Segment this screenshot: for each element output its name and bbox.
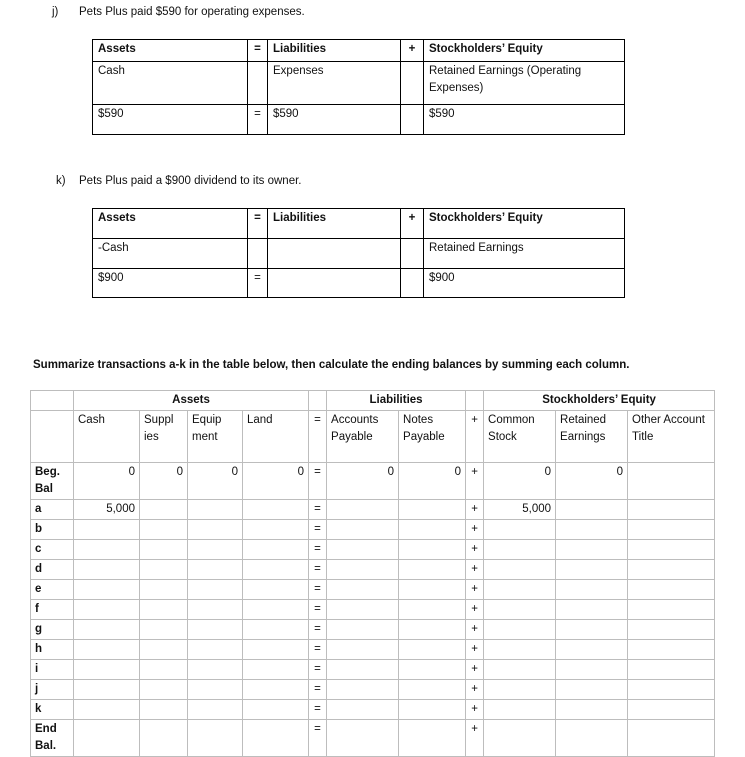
entry-cell[interactable] (556, 600, 628, 620)
row-label: d (31, 560, 74, 580)
operator-cell: + (466, 580, 484, 600)
entry-cell[interactable] (628, 580, 715, 600)
entry-cell[interactable] (399, 680, 466, 700)
operator-cell: + (466, 500, 484, 520)
operator-cell: = (309, 580, 327, 600)
item_k-header-cell: Liabilities (268, 209, 401, 239)
entry-cell[interactable]: 0 (243, 463, 309, 500)
entry-cell[interactable] (188, 560, 243, 580)
item_k-accounts-cell: Retained Earnings (424, 239, 625, 269)
operator-cell: + (466, 463, 484, 500)
operator-cell: = (309, 600, 327, 620)
operator-cell: + (466, 520, 484, 540)
operator-cell: + (466, 640, 484, 660)
item_j-accounts-cell (401, 62, 424, 105)
entry-cell[interactable] (74, 660, 140, 680)
entry-cell[interactable] (484, 580, 556, 600)
table-row (31, 720, 715, 757)
table-row (31, 660, 715, 680)
entry-cell[interactable] (399, 540, 466, 560)
item-j-label: j) (52, 6, 59, 18)
operator-cell: + (466, 620, 484, 640)
entry-cell[interactable] (243, 540, 309, 560)
instruction: Summarize transactions a-k in the table below, then calculate the ending balances by summing each column. (33, 359, 630, 371)
entry-cell[interactable] (484, 640, 556, 660)
entry-cell[interactable] (140, 560, 188, 580)
entry-cell[interactable] (188, 620, 243, 640)
item_k-accounts-cell (248, 239, 268, 269)
entry-cell[interactable]: 0 (74, 463, 140, 500)
entry-cell[interactable] (188, 700, 243, 720)
item_k-amounts-cell (401, 269, 424, 298)
blank-cell (466, 391, 484, 411)
entry-cell[interactable]: 5,000 (74, 500, 140, 520)
item_j-header-cell: = (248, 40, 268, 62)
entry-cell[interactable] (188, 520, 243, 540)
entry-cell[interactable] (484, 560, 556, 580)
entry-cell[interactable] (484, 700, 556, 720)
entry-cell[interactable] (140, 540, 188, 560)
entry-cell[interactable] (243, 620, 309, 640)
entry-cell[interactable] (327, 660, 399, 680)
row-label: b (31, 520, 74, 540)
entry-cell[interactable] (243, 500, 309, 520)
entry-cell[interactable] (188, 580, 243, 600)
item_j-header-cell: + (401, 40, 424, 62)
blank-cell (309, 391, 327, 411)
entry-cell[interactable] (188, 680, 243, 700)
item_k-amounts-row (93, 269, 625, 298)
operator-cell: = (309, 700, 327, 720)
entry-cell[interactable] (140, 700, 188, 720)
column-header: = (309, 411, 327, 463)
item_j-accounts-cell: Retained Earnings (Operating Expenses) (424, 62, 625, 105)
entry-cell[interactable] (399, 560, 466, 580)
entry-cell[interactable] (74, 540, 140, 560)
entry-cell[interactable] (399, 660, 466, 680)
item_k-header-cell: = (248, 209, 268, 239)
entry-cell[interactable] (484, 660, 556, 680)
entry-cell[interactable] (556, 560, 628, 580)
item_k-header-cell: + (401, 209, 424, 239)
table-row (31, 520, 715, 540)
table-row (31, 540, 715, 560)
entry-cell[interactable] (243, 720, 309, 757)
entry-cell[interactable] (74, 580, 140, 600)
entry-cell[interactable] (628, 520, 715, 540)
entry-cell[interactable] (556, 660, 628, 680)
item_k-header-cell: Assets (93, 209, 248, 239)
row-label: c (31, 540, 74, 560)
table-row (31, 700, 715, 720)
entry-cell[interactable] (188, 640, 243, 660)
item_j-amounts-cell: = (248, 105, 268, 135)
entry-cell[interactable] (628, 463, 715, 500)
item-k-text: Pets Plus paid a $900 dividend to its owner. (79, 175, 302, 187)
entry-cell[interactable] (399, 600, 466, 620)
item_j-header-cell: Assets (93, 40, 248, 62)
entry-cell[interactable] (628, 700, 715, 720)
item_k-accounts-cell: -Cash (93, 239, 248, 269)
column-header: Accounts Payable (327, 411, 399, 463)
item_k-header-cell: Stockholders’ Equity (424, 209, 625, 239)
row-label: a (31, 500, 74, 520)
row-label: Beg. Bal (31, 463, 74, 500)
column-header-row (31, 411, 715, 463)
entry-cell[interactable] (74, 640, 140, 660)
group-header: Liabilities (327, 391, 466, 411)
entry-cell[interactable] (628, 600, 715, 620)
table-row (31, 640, 715, 660)
column-header: Retained Earnings (556, 411, 628, 463)
entry-cell[interactable] (484, 620, 556, 640)
entry-cell[interactable] (556, 620, 628, 640)
column-header: Land (243, 411, 309, 463)
entry-cell[interactable] (556, 680, 628, 700)
entry-cell[interactable] (327, 680, 399, 700)
entry-cell[interactable]: 0 (188, 463, 243, 500)
entry-cell[interactable] (556, 580, 628, 600)
summary-table (30, 390, 715, 757)
entry-cell[interactable] (556, 540, 628, 560)
entry-cell[interactable] (140, 720, 188, 757)
entry-cell[interactable] (628, 560, 715, 580)
entry-cell[interactable] (628, 660, 715, 680)
entry-cell[interactable] (327, 700, 399, 720)
operator-cell: = (309, 520, 327, 540)
item_j-accounts-row (93, 62, 625, 105)
entry-cell[interactable] (327, 520, 399, 540)
column-header: Equip ment (188, 411, 243, 463)
entry-cell[interactable] (74, 700, 140, 720)
blank-cell (31, 411, 74, 463)
entry-cell[interactable] (327, 720, 399, 757)
operator-cell: = (309, 720, 327, 757)
entry-cell[interactable] (243, 680, 309, 700)
column-header: + (466, 411, 484, 463)
operator-cell: + (466, 560, 484, 580)
entry-cell[interactable] (327, 540, 399, 560)
operator-cell: = (309, 620, 327, 640)
entry-cell[interactable] (556, 640, 628, 660)
entry-cell[interactable] (140, 500, 188, 520)
operator-cell: = (309, 540, 327, 560)
item_k-accounts-cell (401, 239, 424, 269)
group-header: Assets (74, 391, 309, 411)
operator-cell: = (309, 640, 327, 660)
column-header: Common Stock (484, 411, 556, 463)
entry-cell[interactable] (188, 720, 243, 757)
entry-cell[interactable] (243, 600, 309, 620)
item_j-accounts-cell (248, 62, 268, 105)
item_k-amounts-cell: = (248, 269, 268, 298)
operator-cell: = (309, 680, 327, 700)
item_j-header-cell: Liabilities (268, 40, 401, 62)
item_k-amounts-cell: $900 (424, 269, 625, 298)
item_j-amounts-cell: $590 (268, 105, 401, 135)
entry-cell[interactable] (399, 620, 466, 640)
operator-cell: + (466, 660, 484, 680)
operator-cell: = (309, 463, 327, 500)
entry-cell[interactable] (188, 600, 243, 620)
table-row (31, 500, 715, 520)
entry-cell[interactable] (243, 640, 309, 660)
entry-cell[interactable] (628, 620, 715, 640)
entry-cell[interactable] (74, 560, 140, 580)
entry-cell[interactable] (628, 720, 715, 757)
table-row (31, 463, 715, 500)
column-header: Cash (74, 411, 140, 463)
entry-cell[interactable] (556, 700, 628, 720)
entry-cell[interactable] (140, 620, 188, 640)
entry-cell[interactable] (399, 500, 466, 520)
entry-cell[interactable] (327, 560, 399, 580)
row-label: k (31, 700, 74, 720)
operator-cell: + (466, 720, 484, 757)
table-row (31, 680, 715, 700)
entry-cell[interactable] (484, 680, 556, 700)
entry-cell[interactable] (140, 580, 188, 600)
entry-cell[interactable]: 0 (484, 463, 556, 500)
item_j-amounts-row (93, 105, 625, 135)
operator-cell: + (466, 700, 484, 720)
entry-cell[interactable] (484, 540, 556, 560)
entry-cell[interactable]: 5,000 (484, 500, 556, 520)
row-label: g (31, 620, 74, 640)
column-header: Other Account Title (628, 411, 715, 463)
operator-cell: + (466, 600, 484, 620)
item_j-accounts-cell: Expenses (268, 62, 401, 105)
entry-cell[interactable] (399, 720, 466, 757)
entry-cell[interactable] (74, 680, 140, 700)
entry-cell[interactable] (556, 720, 628, 757)
operator-cell: + (466, 680, 484, 700)
row-label: e (31, 580, 74, 600)
entry-cell[interactable] (399, 640, 466, 660)
item-j-text: Pets Plus paid $590 for operating expenses. (79, 6, 305, 18)
entry-cell[interactable] (188, 660, 243, 680)
item_j-accounts-cell: Cash (93, 62, 248, 105)
item_j-header-row (93, 40, 625, 62)
entry-cell[interactable] (74, 600, 140, 620)
item_k-header-row (93, 209, 625, 239)
table-row (31, 620, 715, 640)
entry-cell[interactable] (399, 700, 466, 720)
item-j-table (92, 39, 625, 135)
entry-cell[interactable] (188, 500, 243, 520)
entry-cell[interactable] (140, 640, 188, 660)
entry-cell[interactable]: 0 (327, 463, 399, 500)
entry-cell[interactable] (327, 500, 399, 520)
entry-cell[interactable] (484, 520, 556, 540)
table-row (31, 560, 715, 580)
entry-cell[interactable] (399, 580, 466, 600)
item-k-table (92, 208, 625, 298)
row-label: End Bal. (31, 720, 74, 757)
item_k-amounts-cell (268, 269, 401, 298)
entry-cell[interactable]: 0 (556, 463, 628, 500)
column-header: Notes Payable (399, 411, 466, 463)
entry-cell[interactable] (188, 540, 243, 560)
column-header: Suppl ies (140, 411, 188, 463)
entry-cell[interactable] (243, 580, 309, 600)
operator-cell: + (466, 540, 484, 560)
entry-cell[interactable] (243, 560, 309, 580)
item_j-header-cell: Stockholders’ Equity (424, 40, 625, 62)
entry-cell[interactable]: 0 (140, 463, 188, 500)
row-label: i (31, 660, 74, 680)
table-row (31, 600, 715, 620)
group-header: Stockholders’ Equity (484, 391, 715, 411)
entry-cell[interactable] (243, 520, 309, 540)
entry-cell[interactable] (628, 540, 715, 560)
entry-cell[interactable] (327, 580, 399, 600)
blank-cell (31, 391, 74, 411)
entry-cell[interactable] (140, 680, 188, 700)
entry-cell[interactable] (243, 700, 309, 720)
row-label: j (31, 680, 74, 700)
entry-cell[interactable] (140, 520, 188, 540)
group-header-row (31, 391, 715, 411)
entry-cell[interactable] (399, 520, 466, 540)
item_k-accounts-cell (268, 239, 401, 269)
operator-cell: = (309, 560, 327, 580)
item-k-label: k) (56, 175, 66, 187)
item_k-amounts-cell: $900 (93, 269, 248, 298)
entry-cell[interactable]: 0 (399, 463, 466, 500)
entry-cell[interactable] (628, 500, 715, 520)
table-row (31, 580, 715, 600)
entry-cell[interactable] (556, 500, 628, 520)
entry-cell[interactable] (74, 720, 140, 757)
entry-cell[interactable] (140, 660, 188, 680)
item_j-amounts-cell: $590 (93, 105, 248, 135)
entry-cell[interactable] (628, 640, 715, 660)
entry-cell[interactable] (327, 620, 399, 640)
entry-cell[interactable] (556, 520, 628, 540)
row-label: f (31, 600, 74, 620)
entry-cell[interactable] (140, 600, 188, 620)
entry-cell[interactable] (628, 680, 715, 700)
item_k-accounts-row (93, 239, 625, 269)
entry-cell[interactable] (74, 520, 140, 540)
entry-cell[interactable] (484, 600, 556, 620)
entry-cell[interactable] (327, 640, 399, 660)
row-label: h (31, 640, 74, 660)
operator-cell: = (309, 500, 327, 520)
entry-cell[interactable] (484, 720, 556, 757)
entry-cell[interactable] (243, 660, 309, 680)
operator-cell: = (309, 660, 327, 680)
entry-cell[interactable] (74, 620, 140, 640)
item_j-amounts-cell: $590 (424, 105, 625, 135)
entry-cell[interactable] (327, 600, 399, 620)
item_j-amounts-cell (401, 105, 424, 135)
